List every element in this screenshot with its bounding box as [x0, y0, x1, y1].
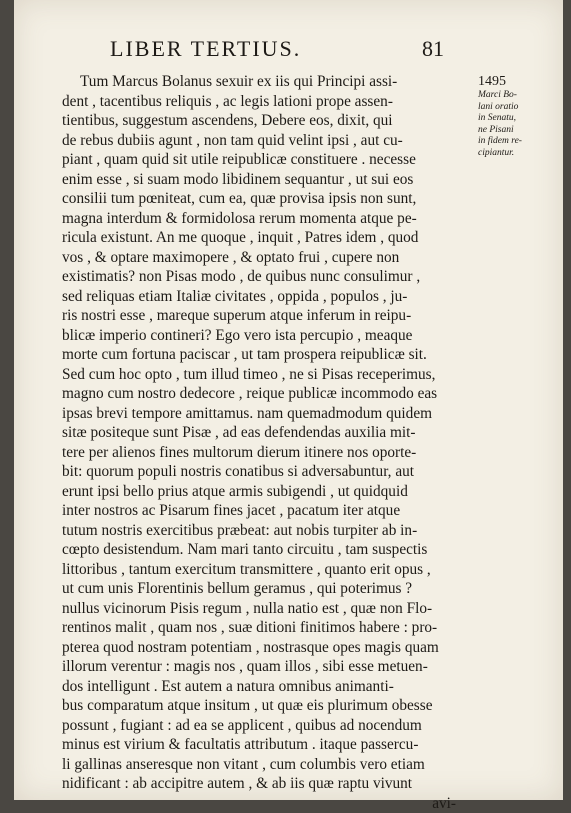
- text-line: existimatis? non Pisas modo , de quibus nunc consulimur ,: [62, 267, 474, 287]
- main-text: [62, 72, 474, 813]
- text-line: ut cum unis Florentinis bellum geramus , qui poterimus ?: [62, 579, 474, 599]
- text-line: avi-: [62, 794, 474, 813]
- margin-year: 1495: [478, 74, 562, 90]
- text-line: bit: quorum populi nostris conatibus si adversabuntur, aut: [62, 462, 474, 482]
- text-line: dent , tacentibus reliquis , ac legis lationi prope assen-: [62, 92, 474, 112]
- text-line: nullus vicinorum Pisis regum , nulla natio est , quæ non Flo-: [62, 599, 474, 619]
- text-line: possunt , fugiant : ad ea se applicent , quibus ad nocendum: [62, 716, 474, 736]
- text-line: vos , & optare maximopere , & optato frui , cupere non: [62, 248, 474, 268]
- text-line: Sed cum hoc opto , tum illud timeo , ne si Pisas receperimus,: [62, 365, 474, 385]
- page-number: 81: [422, 36, 444, 62]
- text-line: tientibus, suggestum ascendens, Debere eos, dixit, qui: [62, 111, 474, 131]
- text-line: littoribus , tantum exercitum transmittere , quanto erit opus ,: [62, 560, 474, 580]
- book-page: [14, 0, 563, 800]
- text-line: sitæ positeque sunt Pisæ , ad eas defendendas auxilia mit-: [62, 423, 474, 443]
- text-line: illorum verentur : magis nos , quam illos , sibi esse metuen-: [62, 657, 474, 677]
- text-line: Tum Marcus Bolanus sexuir ex iis qui Principi assi-: [62, 72, 474, 92]
- text-line: li gallinas anseresque non vitant , cum columbis vero etiam: [62, 755, 474, 775]
- text-line: tutum nostris exercitibus præbeat: aut nobis turpiter ab in-: [62, 521, 474, 541]
- text-line: nidificant : ab accipitre autem , & ab iis quæ raptu vivunt: [62, 774, 474, 794]
- text-line: pterea quod nostram potentiam , nostrasque opes magis quam: [62, 638, 474, 658]
- text-line: piant , quam quid sit utile reipublicæ constituere . necesse: [62, 150, 474, 170]
- text-line: erunt ipsi bello prius atque armis subigendi , ut quidquid: [62, 482, 474, 502]
- text-line: enim esse , si suam modo libidinem sequantur , ut sui eos: [62, 170, 474, 190]
- running-title: LIBER TERTIUS.: [110, 36, 301, 62]
- text-line: sed reliquas etiam Italiæ civitates , oppida , populos , ju-: [62, 287, 474, 307]
- marginal-note: [478, 74, 562, 159]
- text-line: morte cum fortuna paciscar , ut tam prospera reipublicæ sit.: [62, 345, 474, 365]
- text-line: ipsas brevi tempore amittamus. nam quemadmodum quidem: [62, 404, 474, 424]
- text-line: rentinos malit , quam nos , suæ ditioni finitimos habere : pro-: [62, 618, 474, 638]
- text-line: ricula existunt. An me quoque , inquit , Patres idem , quod: [62, 228, 474, 248]
- text-line: blicæ imperio contineri? Ego vero ista percupio , meaque: [62, 326, 474, 346]
- text-line: minus est virium & facultatis attributum . itaque passercu-: [62, 735, 474, 755]
- text-line: consilii tum pœniteat, cum ea, quæ provisa ipsis non sunt,: [62, 189, 474, 209]
- text-line: dos intelligunt . Est autem a natura omnibus animanti-: [62, 677, 474, 697]
- text-line: de rebus dubiis agunt , non tam quid velint ipsi , aut cu-: [62, 131, 474, 151]
- text-line: ris nostri esse , mareque superum atque inferum in reipu-: [62, 306, 474, 326]
- text-line: tere per alienos fines multorum dierum itinere nos oporte-: [62, 443, 474, 463]
- margin-note-text: Marci Bo- lani oratio in Senatu, ne Pisani in fidem re- cipiantur.: [478, 90, 562, 159]
- text-line: bus comparatum atque insitum , ut quæ eis plurimum obesse: [62, 696, 474, 716]
- text-line: magna interdum & formidolosa rerum momenta atque pe-: [62, 209, 474, 229]
- text-line: magno cum nostro dedecore , reique publicæ incommodo eas: [62, 384, 474, 404]
- text-line: cœpto desistendum. Nam mari tanto circuitu , tam suspectis: [62, 540, 474, 560]
- text-line: inter nostros ac Pisarum fines jacet , pacatum iter atque: [62, 501, 474, 521]
